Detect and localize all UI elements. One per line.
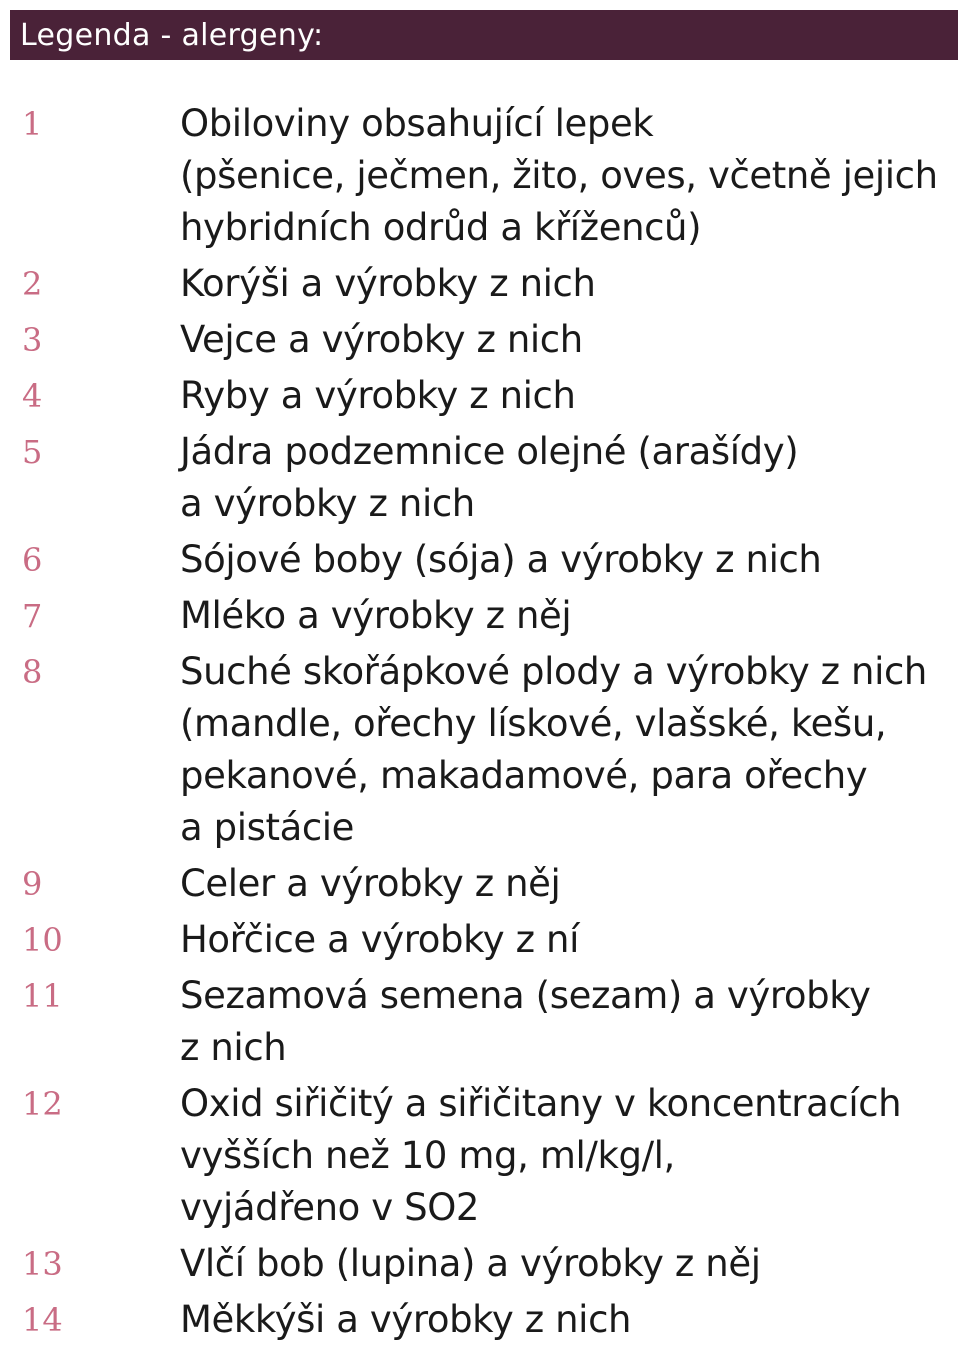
allergen-description-line: a výrobky z nich bbox=[180, 482, 475, 525]
allergen-number: 11 bbox=[22, 977, 63, 1015]
allergen-description-line: (mandle, ořechy lískové, vlašské, kešu, bbox=[180, 702, 887, 745]
allergen-description bbox=[180, 98, 950, 254]
allergen-description-line: Jádra podzemnice olejné (arašídy) bbox=[180, 430, 799, 473]
legend-header bbox=[10, 10, 958, 60]
allergen-description bbox=[180, 858, 950, 910]
allergen-description bbox=[180, 914, 950, 966]
allergen-row bbox=[0, 914, 960, 966]
allergen-description bbox=[180, 1238, 950, 1290]
allergen-description bbox=[180, 1294, 950, 1346]
allergen-row bbox=[0, 98, 960, 254]
allergen-description-line: Sójové boby (sója) a výrobky z nich bbox=[180, 538, 822, 581]
allergen-row bbox=[0, 370, 960, 422]
allergen-number: 4 bbox=[22, 377, 43, 415]
allergen-description-line: pekanové, makadamové, para ořechy bbox=[180, 754, 868, 797]
allergen-row bbox=[0, 1238, 960, 1290]
allergen-number: 1 bbox=[22, 105, 43, 143]
allergen-list bbox=[0, 98, 960, 1346]
allergen-description-line: Ryby a výrobky z nich bbox=[180, 374, 576, 417]
allergen-row bbox=[0, 1078, 960, 1234]
allergen-number: 5 bbox=[22, 433, 43, 471]
allergen-description-line: Korýši a výrobky z nich bbox=[180, 262, 596, 305]
allergen-number: 10 bbox=[22, 921, 63, 959]
allergen-description bbox=[180, 1078, 950, 1234]
allergen-row bbox=[0, 646, 960, 854]
allergen-description-line: a pistácie bbox=[180, 806, 355, 849]
allergen-description-line: Vlčí bob (lupina) a výrobky z něj bbox=[180, 1242, 761, 1285]
allergen-description bbox=[180, 534, 950, 586]
allergen-description-line: Vejce a výrobky z nich bbox=[180, 318, 583, 361]
allergen-row bbox=[0, 858, 960, 910]
allergen-description bbox=[180, 590, 950, 642]
allergen-number: 14 bbox=[22, 1301, 63, 1339]
allergen-description bbox=[180, 314, 950, 366]
allergen-description-line: Oxid siřičitý a siřičitany v koncentracích bbox=[180, 1082, 902, 1125]
allergen-row bbox=[0, 534, 960, 586]
allergen-description-line: Suché skořápkové plody a výrobky z nich bbox=[180, 650, 927, 693]
allergen-row bbox=[0, 590, 960, 642]
allergen-description-line: Sezamová semena (sezam) a výrobky bbox=[180, 974, 871, 1017]
allergen-number: 9 bbox=[22, 865, 43, 903]
allergen-number: 2 bbox=[22, 265, 43, 303]
allergen-row bbox=[0, 258, 960, 310]
allergen-description-line: Měkkýši a výrobky z nich bbox=[180, 1298, 632, 1341]
allergen-row bbox=[0, 1294, 960, 1346]
allergen-description bbox=[180, 370, 950, 422]
allergen-description-line: Hořčice a výrobky z ní bbox=[180, 918, 579, 961]
allergen-description-line: Obiloviny obsahující lepek bbox=[180, 102, 654, 145]
allergen-row bbox=[0, 970, 960, 1074]
allergen-number: 8 bbox=[22, 653, 43, 691]
allergen-number: 13 bbox=[22, 1245, 63, 1283]
allergen-row bbox=[0, 314, 960, 366]
allergen-description-line: z nich bbox=[180, 1026, 287, 1069]
allergen-description-line: hybridních odrůd a kříženců) bbox=[180, 206, 702, 249]
allergen-description bbox=[180, 258, 950, 310]
allergen-description-line: Celer a výrobky z něj bbox=[180, 862, 561, 905]
allergen-number: 3 bbox=[22, 321, 43, 359]
allergen-number: 12 bbox=[22, 1085, 63, 1123]
allergen-description-line: vyšších než 10 mg, ml/kg/l, bbox=[180, 1134, 675, 1177]
allergen-number: 6 bbox=[22, 541, 43, 579]
allergen-description-line: (pšenice, ječmen, žito, oves, včetně jejich bbox=[180, 154, 938, 197]
allergen-description-line: Mléko a výrobky z něj bbox=[180, 594, 572, 637]
allergen-row bbox=[0, 426, 960, 530]
allergen-description bbox=[180, 970, 950, 1074]
allergen-description bbox=[180, 646, 950, 854]
legend-title: Legenda - alergeny: bbox=[20, 17, 324, 53]
allergen-description-line: vyjádřeno v SO2 bbox=[180, 1186, 480, 1229]
allergen-description bbox=[180, 426, 950, 530]
allergen-number: 7 bbox=[22, 597, 43, 635]
